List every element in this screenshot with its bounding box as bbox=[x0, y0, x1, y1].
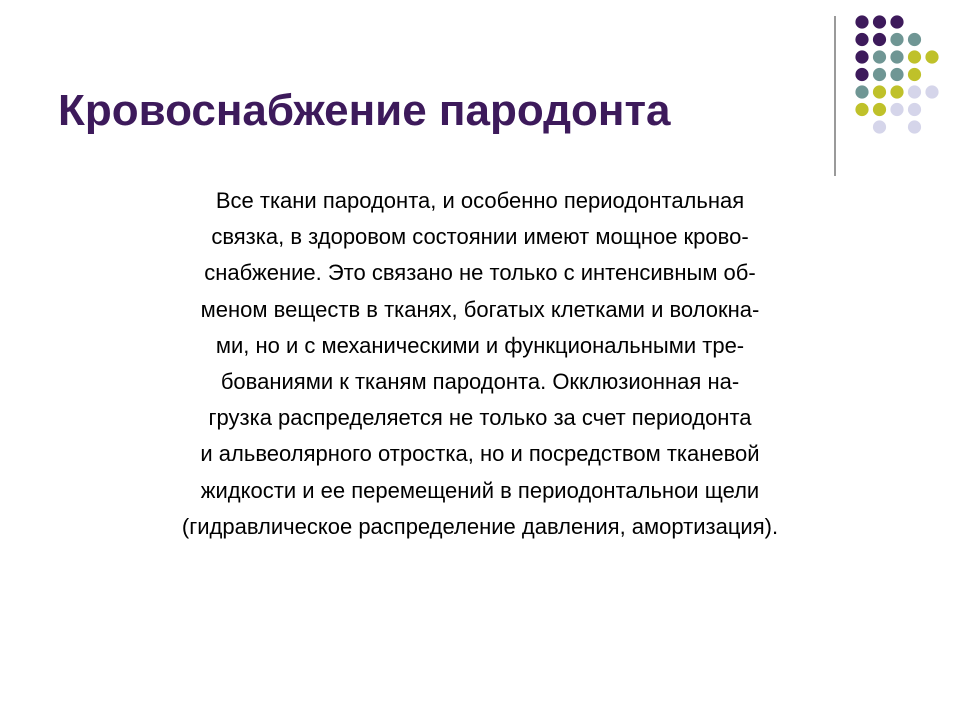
decorative-dot bbox=[890, 50, 903, 63]
vertical-divider bbox=[834, 16, 836, 176]
decorative-dot bbox=[855, 15, 868, 28]
paragraph-line: грузка распределяется не только за счет периодонта bbox=[208, 405, 752, 431]
decorative-dot bbox=[873, 15, 886, 28]
paragraph-line: и альвеолярного отростка, но и посредством тканевой bbox=[200, 441, 760, 467]
slide-title: Кровоснабжение пародонта bbox=[58, 86, 671, 135]
decorative-dot bbox=[908, 120, 921, 133]
paragraph-line: жидкости и ее перемещений в периодонтальнои щели bbox=[200, 477, 760, 503]
decorative-dot bbox=[925, 50, 938, 63]
decorative-dot bbox=[908, 50, 921, 63]
decorative-dot bbox=[890, 33, 903, 46]
decorative-dot bbox=[908, 33, 921, 46]
decorative-dot bbox=[925, 85, 938, 98]
decorative-dot bbox=[873, 103, 886, 116]
paragraph-line: меном веществ в тканях, богатых клетками и волокна- bbox=[200, 296, 760, 322]
decorative-dot bbox=[873, 120, 886, 133]
paragraph-line: связка, в здоровом состоянии имеют мощное крово- bbox=[211, 224, 749, 250]
decorative-dot bbox=[908, 85, 921, 98]
paragraph-line: (гидравлическое распределение давления, амортизация). bbox=[181, 513, 779, 539]
decorative-dot bbox=[873, 50, 886, 63]
decorative-dot bbox=[873, 85, 886, 98]
decorative-dot bbox=[908, 103, 921, 116]
decorative-dot bbox=[890, 103, 903, 116]
paragraph-line: бованиями к тканям пародонта. Окклюзионная на- bbox=[220, 369, 740, 395]
decorative-dot bbox=[873, 68, 886, 81]
paragraph-line: ми, но и с механическими и функциональными тре- bbox=[215, 332, 745, 358]
decorative-dot bbox=[890, 85, 903, 98]
decorative-dot bbox=[890, 15, 903, 28]
paragraph-line: Все ткани пародонта, и особенно периодонтальная bbox=[215, 188, 745, 213]
decorative-dot bbox=[855, 103, 868, 116]
decorative-dot bbox=[890, 68, 903, 81]
decorative-dot bbox=[855, 68, 868, 81]
body-paragraph bbox=[80, 183, 880, 545]
paragraph-line: снабжение. Это связано не только с интенсивным об- bbox=[204, 260, 756, 286]
decorative-dot bbox=[855, 33, 868, 46]
decorative-dot bbox=[855, 85, 868, 98]
decorative-dot bbox=[873, 33, 886, 46]
decorative-dot bbox=[855, 50, 868, 63]
decorative-dot bbox=[908, 68, 921, 81]
